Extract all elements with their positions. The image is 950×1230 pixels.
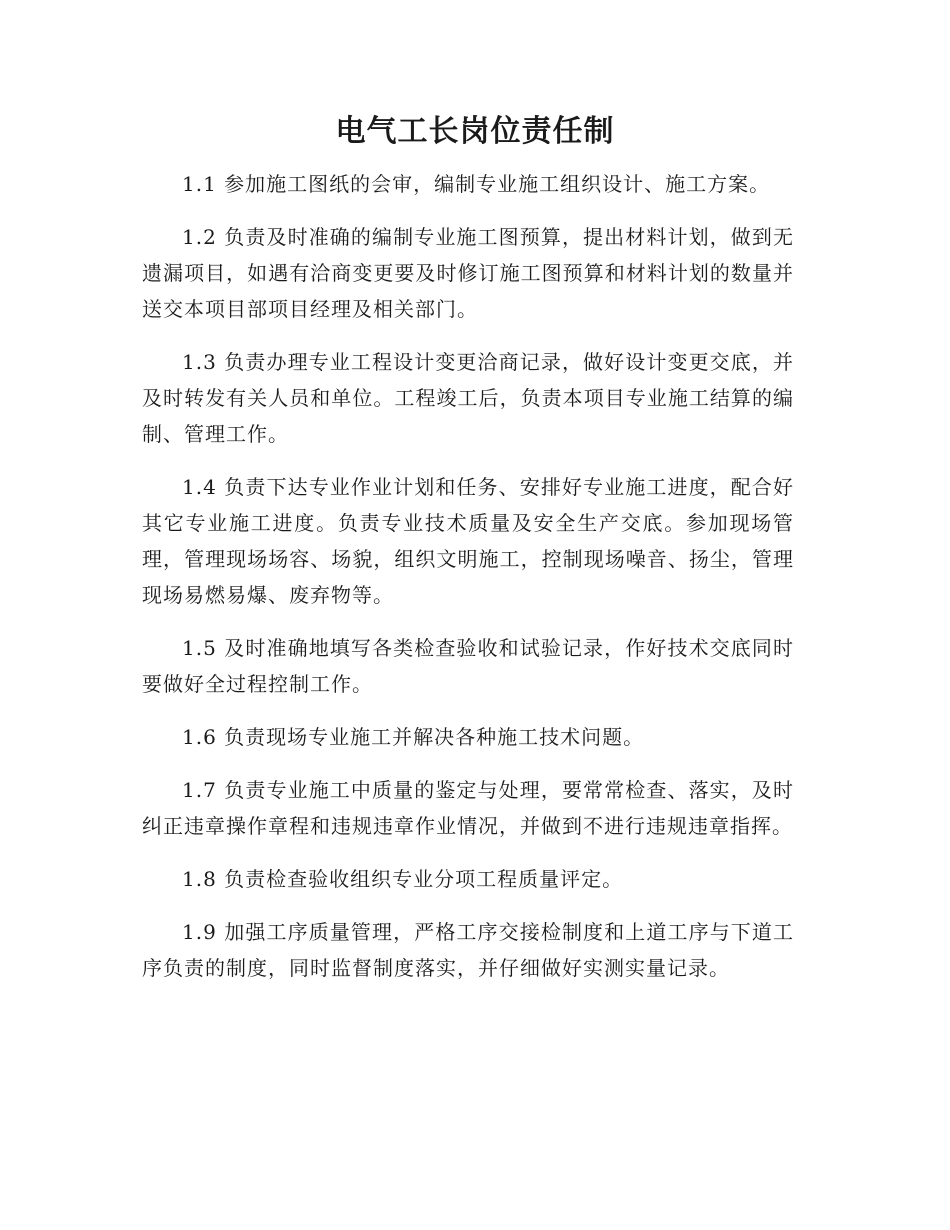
paragraph-1-2: 1.2 负责及时准确的编制专业施工图预算，提出材料计划，做到无遗漏项目，如遇有洽商变更要及时修订施工图预算和材料计划的数量并送交本项目部项目经理及相关部门。 <box>142 225 794 321</box>
paragraph-1-3: 1.3 负责办理专业工程设计变更洽商记录，做好设计变更交底，并及时转发有关人员和单位。工程竣工后，负责本项目专业施工结算的编制、管理工作。 <box>142 350 794 446</box>
paragraph-1-5: 1.5 及时准确地填写各类检查验收和试验记录，作好技术交底同时要做好全过程控制工作。 <box>142 636 794 696</box>
paragraph-1-9: 1.9 加强工序质量管理，严格工序交接检制度和上道工序与下道工序负责的制度，同时监督制度落实，并仔细做好实测实量记录。 <box>142 920 794 980</box>
paragraph-1-1: 1.1 参加施工图纸的会审，编制专业施工组织设计、施工方案。 <box>182 172 771 196</box>
document-body <box>142 166 794 1003</box>
paragraph-1-8: 1.8 负责检查验收组织专业分项工程质量评定。 <box>182 867 624 891</box>
paragraph-1-4: 1.4 负责下达专业作业计划和任务、安排好专业施工进度，配合好其它专业施工进度。负责专业技术质量及安全生产交底。参加现场管理，管理现场场容、场貌，组织文明施工，控制现场噪音、扬尘，管理现场易燃易爆、废弃物等。 <box>142 475 794 607</box>
page-title: 电气工长岗位责任制 <box>335 114 615 149</box>
paragraph-1-7: 1.7 负责专业施工中质量的鉴定与处理，要常常检查、落实，及时纠正违章操作章程和违规违章作业情况，并做到不进行违规违章指挥。 <box>142 778 794 838</box>
paragraph-1-6: 1.6 负责现场专业施工并解决各种施工技术问题。 <box>182 725 645 749</box>
